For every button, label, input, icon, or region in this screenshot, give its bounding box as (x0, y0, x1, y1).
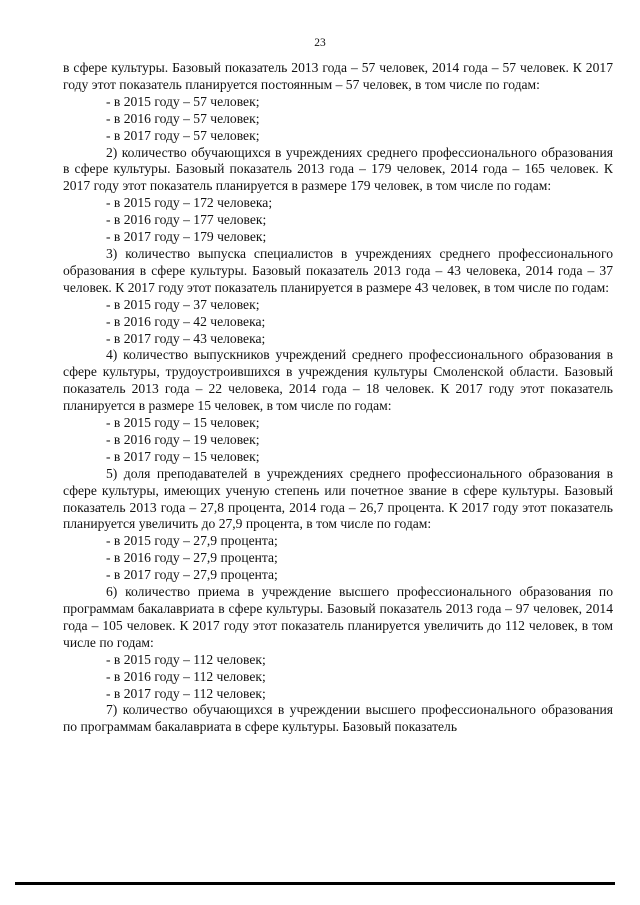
list-item: - в 2017 году – 43 человека; (106, 330, 266, 346)
list-item: - в 2017 году – 179 человек; (106, 229, 267, 245)
paragraph-item-5: 5) доля преподавателей в учреждениях среднего профессионального образования в сфере культуры, имеющих ученую степень или почетное звание в сфере культуры. Базовый показатель 2013 года – 27,8 процента, 2014 года – 26,7 процента. К 2017 году этот показатель планируется увеличить до 27,9 процента, в том числе по годам: (63, 465, 613, 532)
list-item: - в 2015 году – 172 человека; (106, 195, 273, 211)
list-item: - в 2016 году – 27,9 процента; (106, 550, 278, 566)
list-item: - в 2015 году – 57 человек; (106, 93, 260, 109)
list-item: - в 2017 году – 27,9 процента; (106, 567, 278, 583)
paragraph-item-4: 4) количество выпускников учреждений среднего профессионального образования в сфере культуры, трудоустроившихся в учреждения культуры Смоленской области. Базовый показатель 2013 года – 22 человека, 2014 года – 18 человек. К 2017 году этот показатель планируется в размере 15 человек, в том числе по годам: (63, 347, 613, 414)
page-number: 23 (314, 37, 326, 49)
list-item: - в 2016 году – 57 человек; (106, 110, 260, 126)
paragraph-continuation: в сфере культуры. Базовый показатель 2013 года – 57 человек, 2014 года – 57 человек. К 2017 году этот показатель планируется постоянным – 57 человек, в том числе по годам: (63, 60, 613, 92)
list-item: - в 2017 году – 57 человек; (106, 127, 260, 143)
list-item: - в 2015 году – 27,9 процента; (106, 533, 278, 549)
list-item: - в 2017 году – 15 человек; (106, 448, 260, 464)
paragraph-item-3: 3) количество выпуска специалистов в учреждениях среднего профессионального образования в сфере культуры. Базовый показатель 2013 года – 43 человека, 2014 года – 37 человек. К 2017 году этот показатель планируется в размере 43 человек, в том числе по годам: (63, 245, 613, 295)
list-item: - в 2016 году – 112 человек; (106, 668, 266, 684)
paragraph-item-6: 6) количество приема в учреждение высшего профессионального образования по программам бакалавриата в сфере культуры. Базовый показатель 2013 года – 97 человек, 2014 года – 105 человек. К 2017 году этот показатель планируется увеличить до 112 человек, в том числе по годам: (63, 584, 613, 650)
list-item: - в 2016 году – 42 человека; (106, 313, 266, 329)
list-item: - в 2016 году – 177 человек; (106, 212, 267, 228)
paragraph-item-2: 2) количество обучающихся в учреждениях среднего профессионального образования в сфере культуры. Базовый показатель 2013 года – 179 человек, 2014 года – 165 человек. К 2017 году этот показатель планируется в размере 179 человек, в том числе по годам: (63, 144, 613, 194)
list-item: - в 2017 году – 112 человек; (106, 685, 266, 701)
list-item: - в 2015 году – 112 человек; (106, 651, 266, 667)
paragraph-item-7: 7) количество обучающихся в учреждении высшего профессионального образования по программам бакалавриата в сфере культуры. Базовый показатель (63, 702, 613, 735)
page-bottom-rule (15, 882, 615, 885)
document-body (63, 60, 613, 736)
list-item: - в 2015 году – 15 человек; (106, 415, 260, 431)
list-item: - в 2016 году – 19 человек; (106, 431, 260, 447)
list-item: - в 2015 году – 37 человек; (106, 296, 260, 312)
